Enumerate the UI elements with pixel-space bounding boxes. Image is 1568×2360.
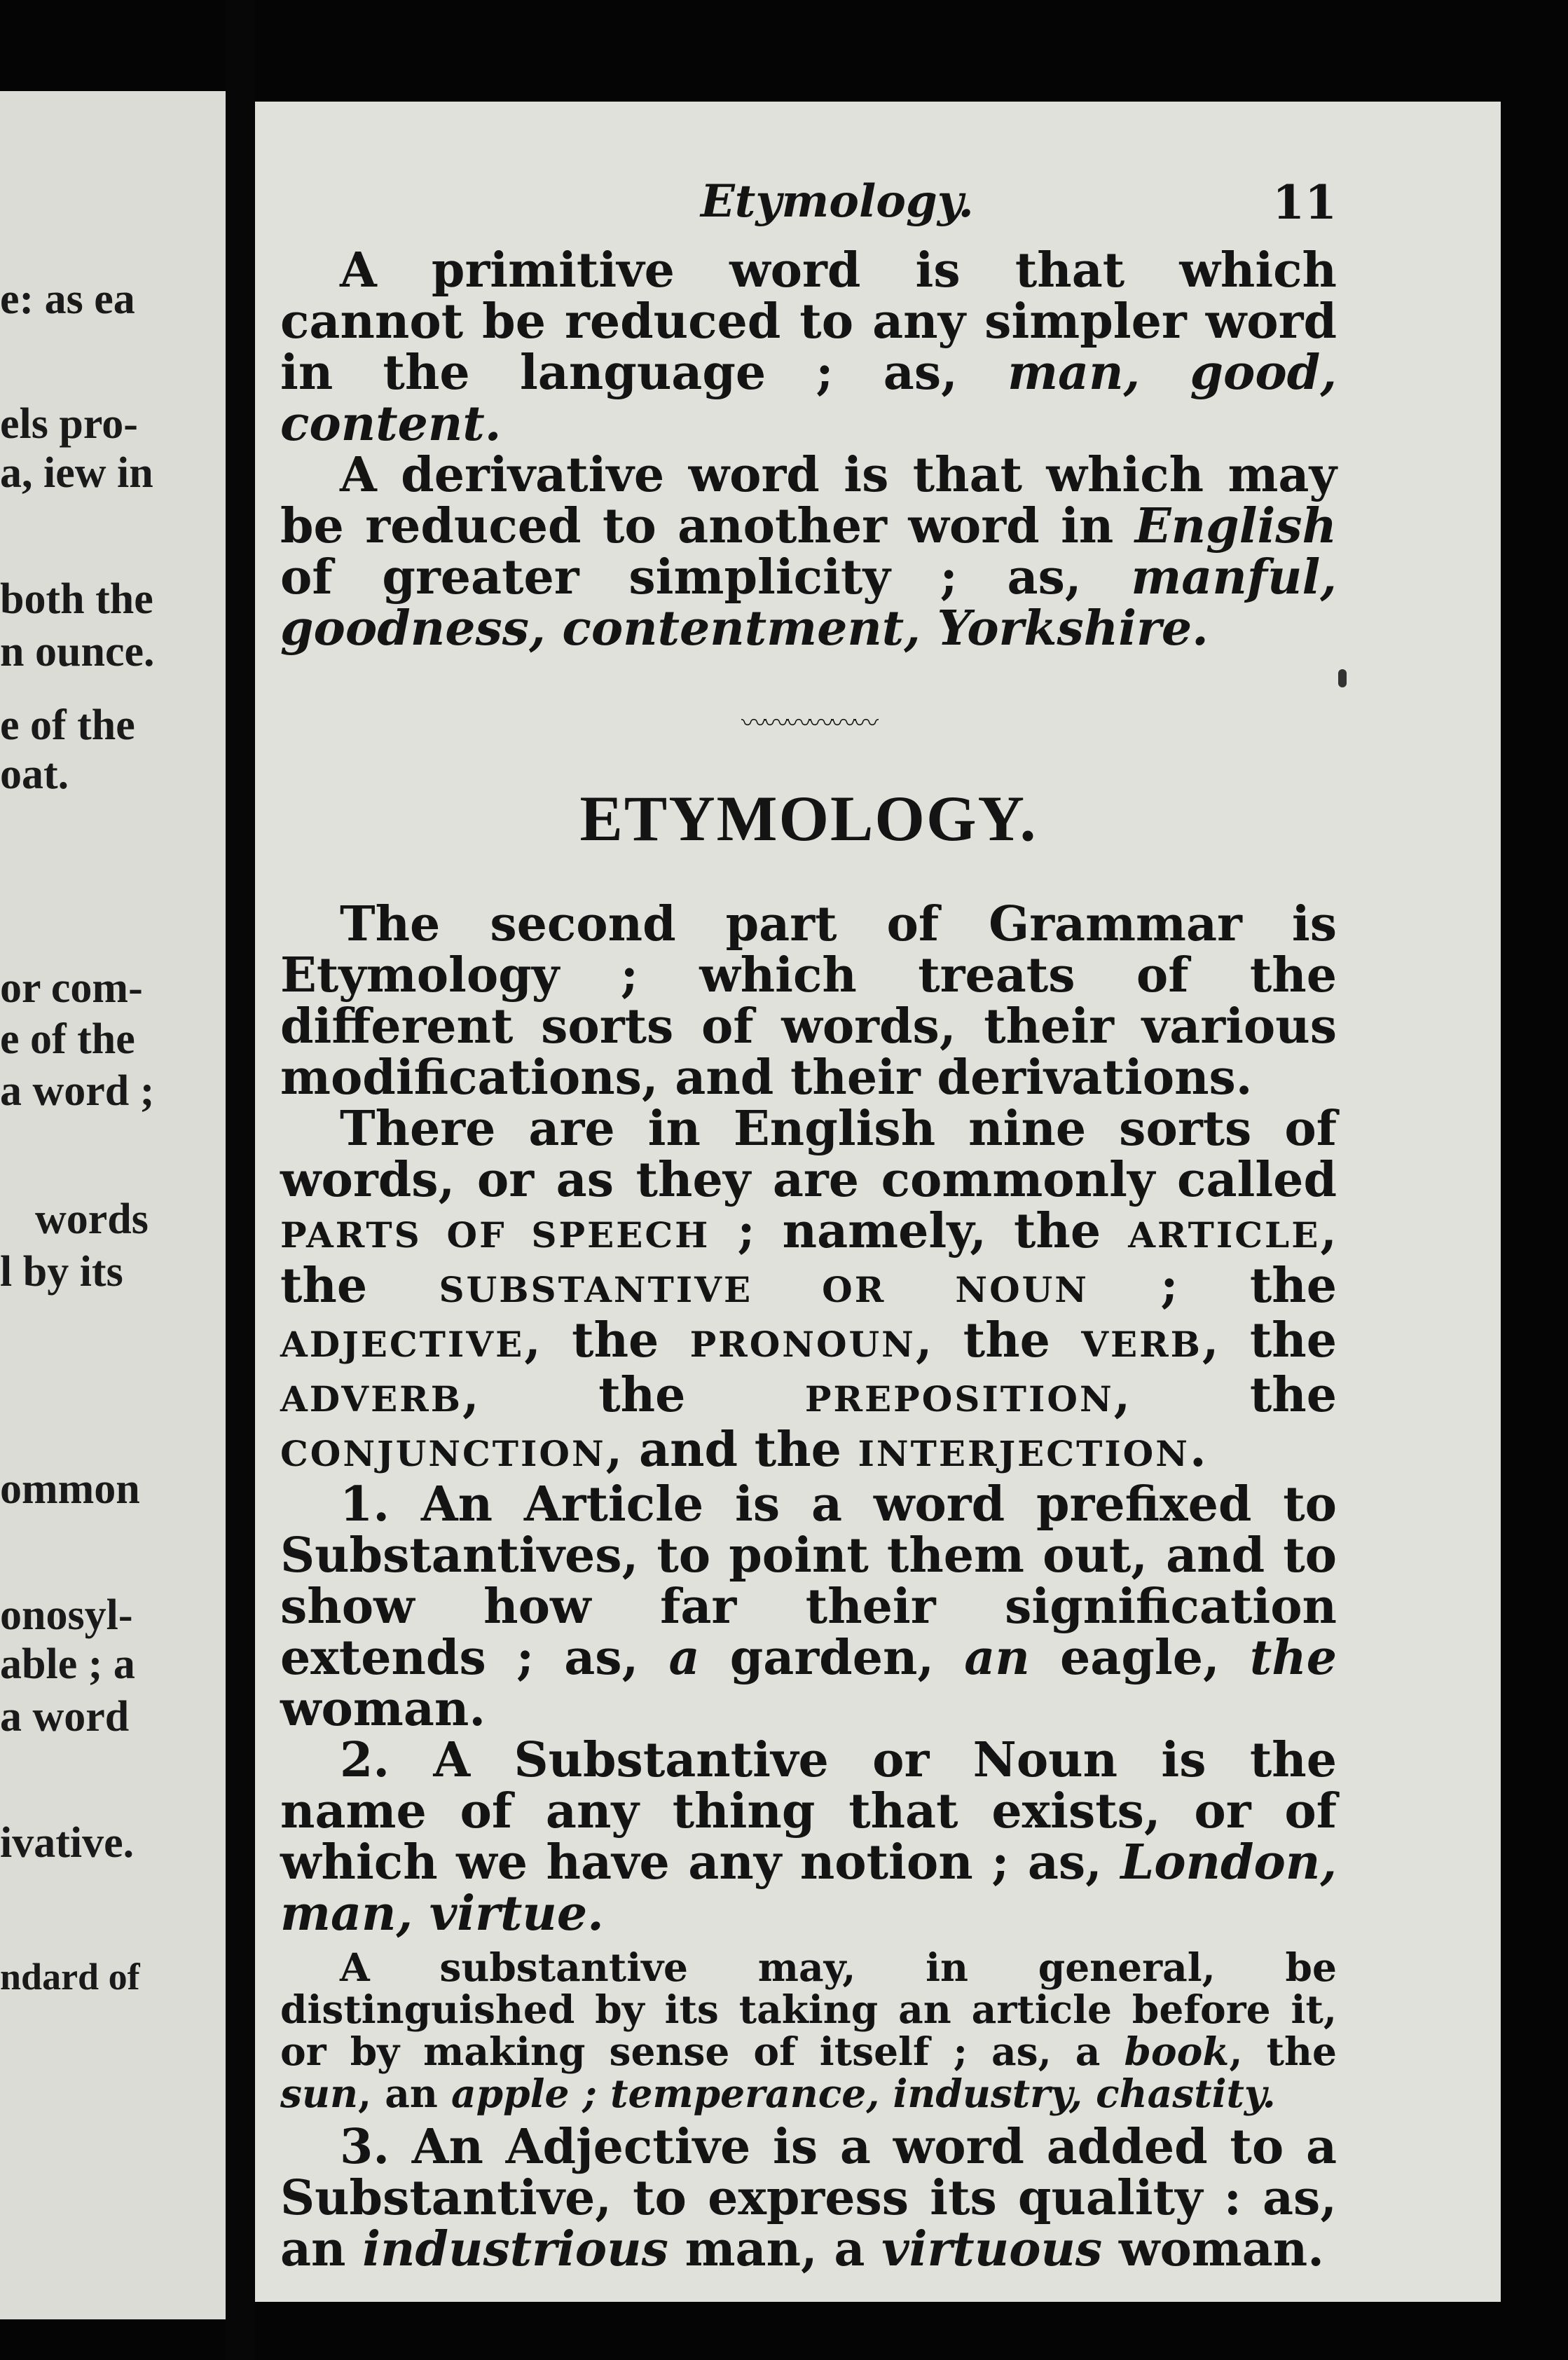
paragraph-parts-of-speech: There are in English nine sorts of words, or as they are commonly called PARTS OF SPEECH ; namely, the ARTICLE, the SUBSTANTIVE OR NOUN ; the ADJECTIVE, the PRONOUN, the VERB, the ADVERB, the PREPOSITION, the CONJUNCTION, and the INTERJECTION.	[280, 1101, 1337, 1478]
running-header	[280, 161, 1337, 245]
left-fragment: e of the	[0, 1015, 135, 1063]
ornamental-rule: 〰〰〰〰〰〰	[741, 709, 876, 738]
item-article: 1. An Article is a word prefixed to Substantives, to point them out, and to show how far their signification extends ; as, a garden, an eagle, the woman.	[280, 1476, 1337, 1737]
left-fragment: words	[35, 1195, 149, 1243]
left-fragment: l by its	[0, 1248, 123, 1296]
paragraph-intro: The second part of Grammar is Etymology ; which treats of the different sorts of words, their various modifications, and their derivations.	[280, 896, 1337, 1106]
left-fragment: a word	[0, 1693, 130, 1741]
note-substantive: A substantive may, in general, be distinguished by its taking an article before it, or by making sense of itself ; as, a book, the sun, an apple ; temperance, industry, chastity.	[280, 1944, 1337, 2116]
left-fragment: or com-	[0, 964, 143, 1012]
left-fragment: a, iew in	[0, 449, 153, 497]
examples: manful, goodness, contentment, Yorkshire.	[280, 549, 1337, 657]
left-fragment: able ; a	[0, 1640, 135, 1688]
left-fragment: a word ;	[0, 1067, 155, 1115]
paragraph-derivative: A derivative word is that which may be reduced to another word in English of greater simplicity ; as, manful, goodness, contentment, Yorkshire.	[280, 447, 1337, 657]
left-fragment: ommon	[0, 1465, 140, 1513]
page-number: 11	[1272, 175, 1337, 230]
left-fragment: ivative.	[0, 1819, 135, 1867]
left-fragment: n ounce.	[0, 628, 155, 675]
left-fragment: onosyl-	[0, 1591, 133, 1639]
running-title: Etymology.	[701, 175, 974, 228]
ink-spot	[1338, 669, 1347, 687]
item-adjective: 3. An Adjective is a word added to a Substantive, to express its quality : as, an industrious man, a virtuous woman.	[280, 2119, 1337, 2277]
left-fragment: e: as ea	[0, 275, 135, 323]
left-fragment: oat.	[0, 750, 69, 798]
section-heading: ETYMOLOGY.	[579, 783, 1038, 854]
examples: London, man, virtue.	[280, 1834, 1337, 1942]
left-page	[0, 91, 226, 2319]
left-fragment: ndard of	[0, 1956, 140, 1998]
left-fragment: e of the	[0, 701, 135, 749]
left-fragment: els pro-	[0, 400, 138, 448]
left-fragment: both the	[0, 575, 153, 623]
page-content	[280, 161, 1337, 2275]
examples: man, good, content.	[280, 345, 1337, 452]
paragraph-primitive: A primitive word is that which cannot be reduced to any simpler word in the language ; as, man, good, content.	[280, 242, 1337, 452]
item-substantive: 2. A Substantive or Noun is the name of any thing that exists, or of which we have any notion ; as, London, man, virtue.	[280, 1732, 1337, 1942]
page-gutter	[226, 0, 255, 2360]
